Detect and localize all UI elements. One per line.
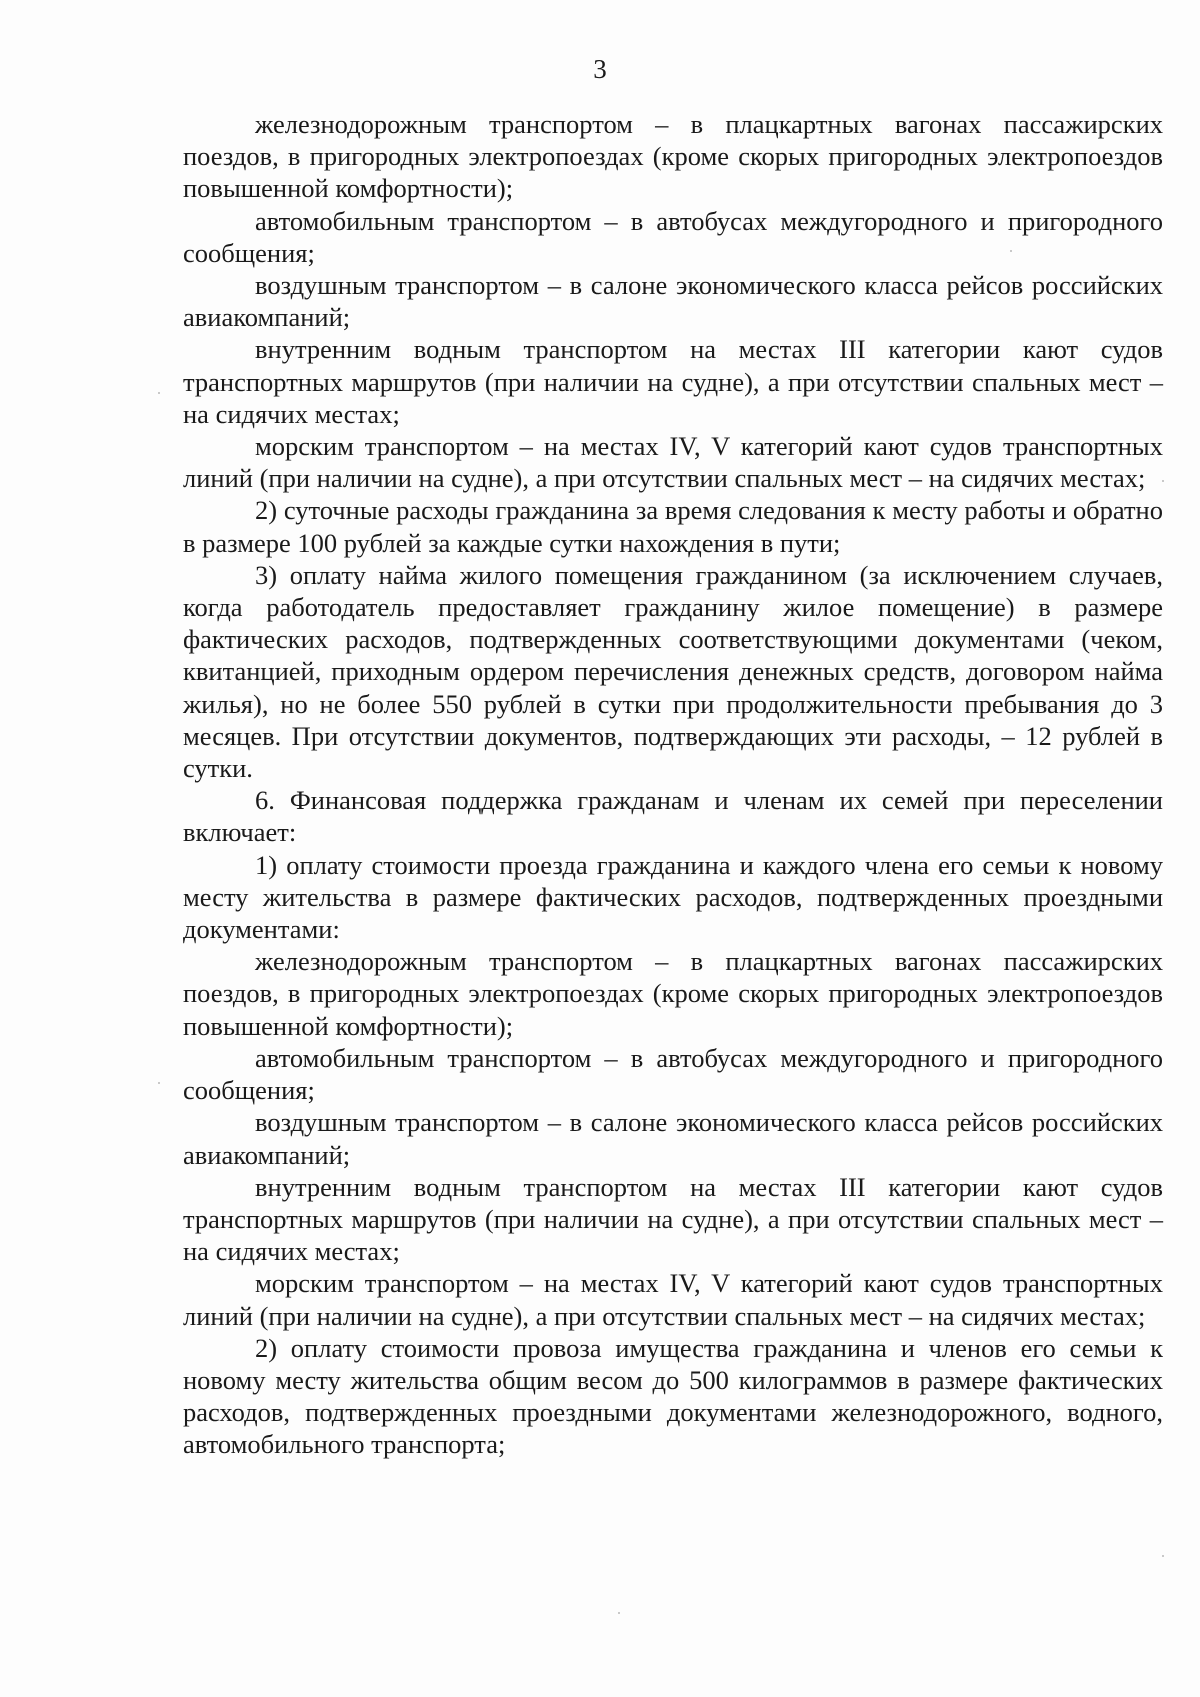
paragraph-air-transport-2: воздушным транспортом – в салоне экономического класса рейсов российских авиакомпаний; — [183, 1107, 1163, 1170]
paragraph-sea-transport-1: морским транспортом – на местах IV, V категорий кают судов транспортных линий (при наличии на судне), а при отсутствии спальных мест – на сидячих местах; — [183, 431, 1163, 494]
scan-speck — [158, 1082, 160, 1084]
paragraph-section-6-intro: 6. Финансовая поддержка гражданам и членам их семей при переселении включает: — [183, 785, 1163, 848]
paragraph-road-transport-2: автомобильным транспортом – в автобусах междугородного и пригородного сообщения; — [183, 1042, 1163, 1106]
paragraph-property-transport: 2) оплату стоимости провоза имущества гражданина и членов его семьи к новому месту жительства общим весом до 500 килограммов в размере фактических расходов, подтвержденных проездными документами железнодорожного, водного, автомобильного транспорта; — [183, 1332, 1163, 1460]
paragraph-rail-transport-2: железнодорожным транспортом – в плацкартных вагонах пассажирских поездов, в пригородных электропоездах (кроме скорых пригородных электропоездов повышенной комфортности); — [183, 946, 1163, 1041]
scan-speck — [618, 1612, 620, 1614]
paragraph-inland-water-transport-2: внутренним водным транспортом на местах III категории кают судов транспортных маршрутов (при наличии на судне), а при отсутствии спальных мест – на сидячих местах; — [183, 1171, 1163, 1267]
paragraph-travel-cost: 1) оплату стоимости проезда гражданина и каждого члена его семьи к новому месту жительства в размере фактических расходов, подтвержденных проездными документами: — [183, 849, 1163, 945]
paragraph-rail-transport-1: железнодорожным транспортом – в плацкартных вагонах пассажирских поездов, в пригородных электропоездах (кроме скорых пригородных электропоездов повышенной комфортности); — [183, 109, 1163, 204]
paragraph-daily-allowance: 2) суточные расходы гражданина за время следования к месту работы и обратно в размере 100 рублей за каждые сутки нахождения в пути; — [183, 495, 1163, 558]
scan-speck — [1162, 1555, 1164, 1557]
scan-speck — [1162, 480, 1164, 482]
scan-speck — [1010, 250, 1012, 252]
page-number: 3 — [593, 54, 607, 84]
paragraph-housing-rent: 3) оплату найма жилого помещения гражданином (за исключением случаев, когда работодатель предоставляет гражданину жилое помещение) в размере фактических расходов, подтвержденных соответствующими документами (чеком, квитанцией, приходным ордером перечисления денежных средств, договором найма жилья), но не более 550 рублей в сутки при продолжительности пребывания до 3 месяцев. При отсутствии документов, подтверждающих эти расходы, – 12 рублей в сутки. — [183, 559, 1163, 784]
paragraph-air-transport-1: воздушным транспортом – в салоне экономического класса рейсов российских авиакомпаний; — [183, 270, 1163, 333]
paragraph-sea-transport-2: морским транспортом – на местах IV, V категорий кают судов транспортных линий (при наличии на судне), а при отсутствии спальных мест – на сидячих местах; — [183, 1268, 1163, 1331]
paragraph-road-transport-1: автомобильным транспортом – в автобусах междугородного и пригородного сообщения; — [183, 205, 1163, 268]
document-body — [183, 108, 1163, 1461]
paragraph-inland-water-transport-1: внутренним водным транспортом на местах III категории кают судов транспортных маршрутов (при наличии на судне), а при отсутствии спальных мест – на сидячих местах; — [183, 334, 1163, 429]
scan-speck — [158, 392, 160, 394]
